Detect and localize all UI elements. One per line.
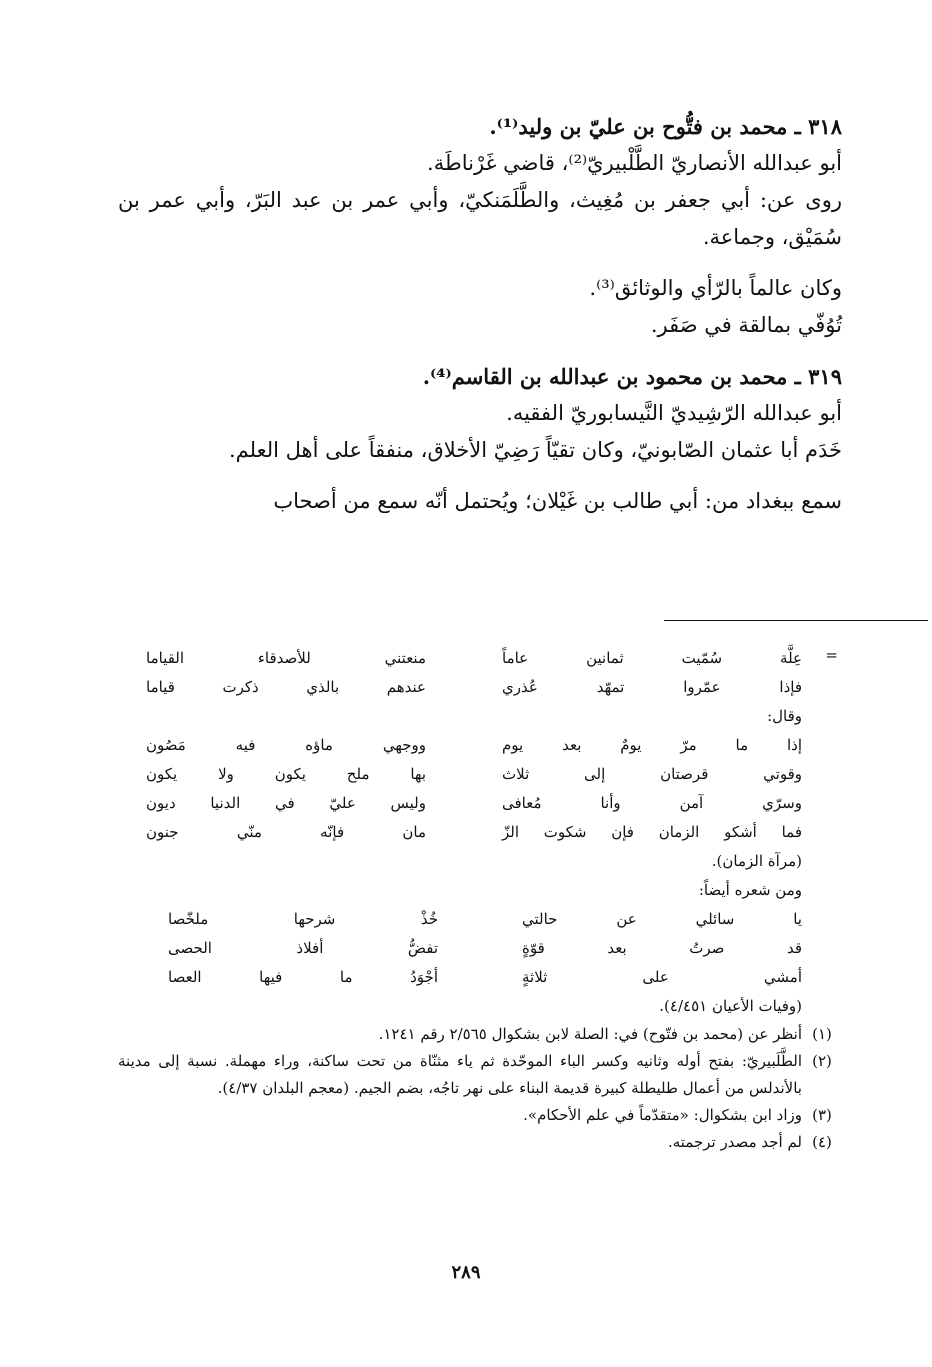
verse-line [118,963,802,992]
entry-318-line: وكان عالماً بالرّأي والوثائق⁽³⁾. [589,276,842,300]
verse-line [118,818,802,847]
hemistich: فإذا عمّروا تمهّد عُذري [502,678,802,696]
hemistich: وسرّي آمن وأنا مُعافى [502,794,802,812]
hemistich: وليس عليّ في الدنيا ديون [146,794,426,812]
verse-line [118,673,802,702]
footnote [118,1102,842,1129]
entry-318-line: أبو عبدالله الأنصاريّ الطَّلْبيريّ⁽²⁾، قاضي غَرْناطَة. [427,151,842,175]
entry-318-line: روى عن: أبي جعفر بن مُغِيث، والطَّلَمَنكيّ، وأبي عمر بن عبد البَرّ، وأبي عمر بن سُمَيْق، وجماعة. [118,188,842,249]
also-label: ومن شعره أيضاً: [698,881,802,899]
hemistich: فما أشكو الزمان فإن شكوت الزّ [502,823,802,841]
poem-1 [118,644,802,702]
footnote-divider [664,620,928,621]
footnote-number: (٢) [812,1052,832,1070]
hemistich: خُذْ شرحها ملخّصا [168,910,438,928]
verse-line [118,731,802,760]
footnote [118,1129,842,1156]
verse-line [118,934,802,963]
hemistich: عندهم بالذي ذكرت قياما [146,678,426,696]
hemistich: إذا ما مرّ يومٌ بعد يوم [502,736,802,754]
footnote-text: الطَّلَبيريّ: بفتح أوله وثانيه وكسر الباء الموحّدة ثم ياء مثنّاة من تحت ساكنة، وراء مهملة. نسبة إلى مدينة بالأندلس من أعمال طليطلة كبيرة قديمة البناء على نهر تاجُه، بضم الجيم. (معجم البلدان ٤/٣٧). [118,1052,802,1097]
footnote-number: (٣) [812,1106,832,1124]
entry-319-title: ٣١٩ ـ محمد بن محمود بن عبدالله بن القاسم⁽⁴⁾. [422,364,842,389]
said-label: وقال: [767,707,802,725]
hemistich: منعتني للأصدقاء القياما [146,649,426,667]
footnote-number: (١) [812,1025,832,1043]
poem-2 [118,731,802,847]
continuation-mark: = [825,646,838,664]
poem-3 [118,905,802,992]
entry-319-line: أبو عبدالله الرّشِيديّ النَّيسابوريّ الفقيه. [506,401,842,425]
source-citation: (وفيات الأعيان ٤/٤٥١). [659,997,802,1015]
hemistich: عِلَّة سُمّيت ثمانين عاماً [502,649,802,667]
verse-line [118,789,802,818]
hemistich: بها ملح يكون ولا يكون [146,765,426,783]
hemistich: أجْوَدُ ما فيها العصا [168,968,438,986]
entry-318-line: تُوُفّي بمالقة في صَفَر. [650,313,842,337]
page-number: ٢٨٩ [451,1262,481,1283]
hemistich: وقوتي قرصتان إلى ثلاث [502,765,802,783]
verse-line [118,905,802,934]
footnote [118,1048,842,1102]
footnote-number: (٤) [812,1133,832,1151]
entry-318-title: ٣١٨ ـ محمد بن فتُّوح بن عليّ بن وليد⁽¹⁾. [489,114,842,139]
verse-line [118,644,802,673]
footnote-text: لم أجد مصدر ترجمته. [667,1133,802,1151]
hemistich: تفضُّ أفلاذ الحصى [168,939,438,957]
hemistich: قد صرتُ بعد قوّةٍ [522,939,802,957]
entry-319-line: خَدَم أبا عثمان الصّابونيّ، وكان تقيّاً رَضِيّ الأخلاق، منفقاً على أهل العلم. [228,438,842,462]
main-text [118,108,842,520]
hemistich: ووجهي ماؤه فيه مَصُون [146,736,426,754]
footnote-text: وزاد ابن بشكوال: «متقدّماً في علم الأحكام». [523,1106,802,1124]
notes-section [118,644,842,1156]
verse-line [118,760,802,789]
entry-319-line: سمع ببغداد من: أبي طالب بن غَيْلان؛ ويُحتمل أنّه سمع من أصحاب [273,489,842,513]
source-citation: (مرآة الزمان). [711,852,802,870]
footnote [118,1021,842,1048]
hemistich: يا سائلي عن حالتي [522,910,802,928]
hemistich: أمشي على ثلاثةٍ [522,968,802,986]
footnote-text: أنظر عن (محمد بن فتّوح) في: الصلة لابن بشكوال ٢/٥٦٥ رقم ١٢٤١. [378,1025,802,1043]
hemistich: مان فإنّه منّي جنون [146,823,426,841]
